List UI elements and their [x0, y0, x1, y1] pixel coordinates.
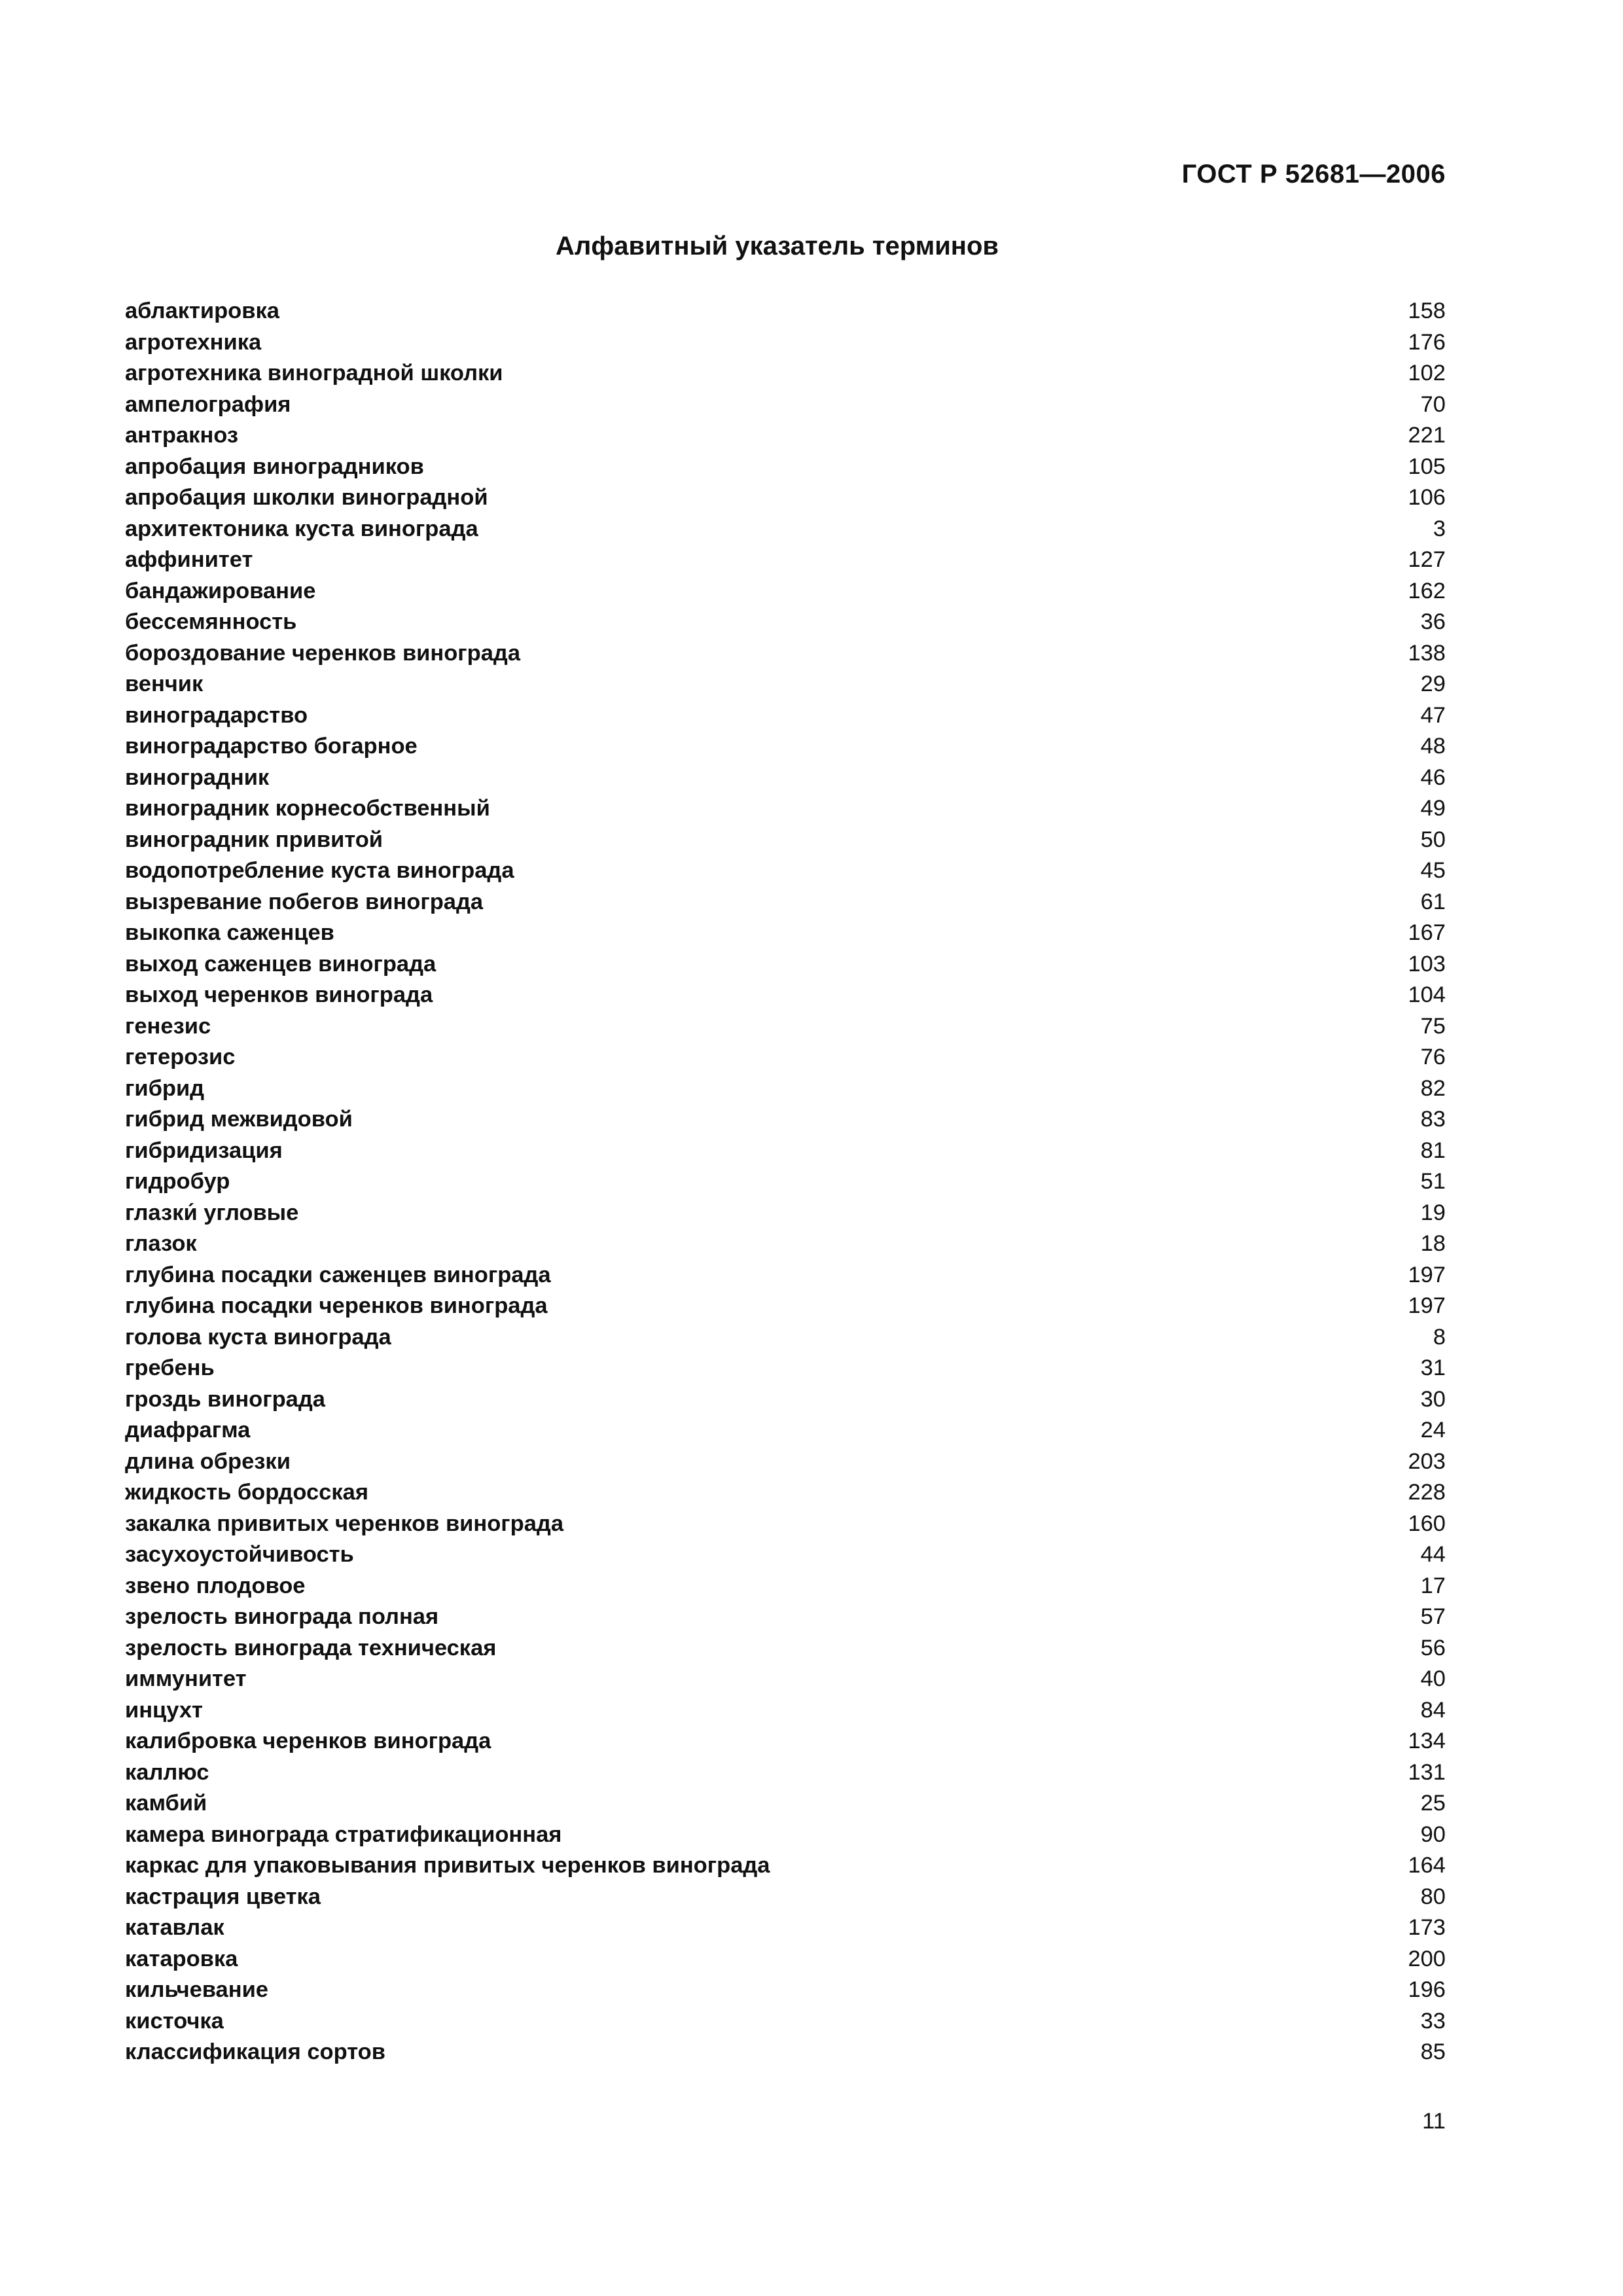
index-entry: [125, 1977, 1446, 2009]
index-term: засухоустойчивость: [125, 1542, 354, 1567]
index-entry: [125, 1138, 1446, 1170]
index-term: жидкость бордосская: [125, 1480, 368, 1505]
index-term-number: 48: [1420, 734, 1446, 759]
index-entry: [125, 1263, 1446, 1294]
index-term: виноградарство: [125, 702, 308, 728]
index-term: кастрация цветка: [125, 1884, 321, 1909]
index-term-number: 61: [1420, 889, 1446, 914]
index-term: каллюс: [125, 1759, 209, 1785]
index-term: апробация виноградников: [125, 454, 424, 479]
index-term: глубина посадки черенков винограда: [125, 1293, 548, 1318]
index-entry: [125, 1511, 1446, 1543]
index-term-number: 18: [1420, 1231, 1446, 1256]
index-entry: [125, 1355, 1446, 1387]
index-term: гибрид: [125, 1075, 205, 1101]
index-term: вызревание побегов винограда: [125, 889, 484, 914]
index-term-number: 160: [1408, 1511, 1446, 1536]
index-term-number: 50: [1420, 827, 1446, 852]
index-term: инцухт: [125, 1697, 203, 1723]
index-term: гроздь винограда: [125, 1386, 325, 1412]
index-term-number: 103: [1408, 951, 1446, 977]
index-term-number: 106: [1408, 485, 1446, 510]
index-term-number: 80: [1420, 1884, 1446, 1909]
index-term-number: 57: [1420, 1604, 1446, 1629]
index-term: камера винограда стратификационная: [125, 1821, 562, 1847]
index-term-number: 85: [1420, 2039, 1446, 2064]
document-code: ГОСТ Р 52681—2006: [1181, 160, 1446, 188]
index-entry: [125, 609, 1446, 641]
index-term-number: 76: [1420, 1045, 1446, 1069]
index-term: кисточка: [125, 2008, 224, 2034]
index-entry: [125, 579, 1446, 610]
index-term: гребень: [125, 1355, 215, 1380]
index-term-number: 8: [1433, 1324, 1446, 1350]
index-term-number: 221: [1408, 423, 1446, 448]
index-entry: [125, 952, 1446, 983]
index-term-number: 33: [1420, 2008, 1446, 2034]
index-term-number: 164: [1408, 1853, 1446, 1878]
index-term-number: 82: [1420, 1075, 1446, 1101]
index-entry: [125, 827, 1446, 859]
index-entry: [125, 392, 1446, 423]
index-term-number: 228: [1408, 1480, 1446, 1505]
index-term-number: 102: [1408, 361, 1446, 386]
index-entry: [125, 1884, 1446, 1916]
index-term-number: 200: [1408, 1946, 1446, 1971]
index-entry: [125, 2039, 1446, 2071]
index-term: каркас для упаковывания привитых черенков винограда: [125, 1853, 770, 1878]
index-entry: [125, 796, 1446, 827]
index-entry: [125, 1853, 1446, 1884]
index-entry: [125, 1729, 1446, 1760]
index-term: иммунитет: [125, 1666, 247, 1691]
index-entry: [125, 1573, 1446, 1605]
index-entry: [125, 454, 1446, 486]
index-term-number: 75: [1420, 1013, 1446, 1039]
index-entry: [125, 1231, 1446, 1263]
index-entry: [125, 858, 1446, 889]
index-term: зрелость винограда техническая: [125, 1635, 497, 1660]
index-term: зрелость винограда полная: [125, 1604, 439, 1629]
index-entry: [125, 423, 1446, 454]
index-term: аблактировка: [125, 298, 279, 323]
index-term-number: 44: [1420, 1542, 1446, 1567]
index-entry: [125, 1760, 1446, 1791]
index-term: виноградник: [125, 764, 270, 790]
index-term: аффинитет: [125, 547, 253, 572]
index-entry: [125, 1666, 1446, 1698]
index-term-number: 176: [1408, 329, 1446, 355]
term-index-list: [125, 298, 1446, 2071]
index-term: кильчевание: [125, 1977, 268, 2002]
index-term: бессемянность: [125, 609, 297, 634]
index-term: гибридизация: [125, 1138, 283, 1163]
index-entry: [125, 1169, 1446, 1200]
index-term: длина обрезки: [125, 1448, 291, 1474]
index-entry: [125, 298, 1446, 330]
index-term-number: 30: [1420, 1386, 1446, 1412]
index-entry: [125, 889, 1446, 921]
index-term-number: 49: [1420, 796, 1446, 821]
index-entry: [125, 1014, 1446, 1045]
index-term: звено плодовое: [125, 1573, 306, 1598]
index-term-number: 104: [1408, 982, 1446, 1007]
index-entry: [125, 1449, 1446, 1480]
index-term-number: 19: [1420, 1200, 1446, 1225]
index-term: генезис: [125, 1013, 211, 1039]
index-entry: [125, 703, 1446, 734]
index-entry: [125, 1946, 1446, 1978]
index-term: архитектоника куста винограда: [125, 516, 478, 541]
index-term-number: 84: [1420, 1697, 1446, 1723]
index-entry: [125, 641, 1446, 672]
index-entry: [125, 361, 1446, 392]
index-term: ампелография: [125, 391, 291, 417]
index-term: венчик: [125, 672, 204, 696]
index-entry: [125, 1915, 1446, 1946]
index-term-number: 45: [1420, 858, 1446, 883]
index-term: камбий: [125, 1791, 207, 1816]
index-term: выкопка саженцев: [125, 920, 334, 945]
index-term: гибрид межвидовой: [125, 1107, 353, 1132]
index-term: глазки́ угловые: [125, 1200, 299, 1225]
index-entry: [125, 1107, 1446, 1138]
index-term-number: 31: [1420, 1355, 1446, 1380]
index-term: выход черенков винограда: [125, 982, 433, 1007]
index-entry: [125, 1076, 1446, 1107]
index-term-number: 127: [1408, 547, 1446, 572]
index-term: агротехника: [125, 329, 262, 355]
index-term: бандажирование: [125, 578, 316, 603]
index-entry: [125, 1200, 1446, 1232]
index-term: гетерозис: [125, 1045, 236, 1069]
index-term-number: 162: [1408, 578, 1446, 603]
index-entry: [125, 734, 1446, 765]
index-term-number: 83: [1420, 1107, 1446, 1132]
index-term-number: 56: [1420, 1635, 1446, 1660]
index-term-number: 105: [1408, 454, 1446, 479]
index-term-number: 158: [1408, 298, 1446, 323]
index-term-number: 40: [1420, 1666, 1446, 1691]
page-number: 11: [1422, 2109, 1446, 2134]
index-term: виноградник корнесобственный: [125, 796, 490, 821]
index-term-number: 173: [1408, 1915, 1446, 1940]
index-entry: [125, 1636, 1446, 1667]
index-term-number: 196: [1408, 1977, 1446, 2002]
index-term-number: 81: [1420, 1138, 1446, 1163]
index-term-number: 70: [1420, 391, 1446, 417]
index-term: виноградник привитой: [125, 827, 383, 852]
index-term-number: 131: [1408, 1759, 1446, 1785]
index-entry: [125, 1387, 1446, 1418]
index-term-number: 138: [1408, 640, 1446, 666]
index-term-number: 51: [1420, 1169, 1446, 1194]
index-term-number: 46: [1420, 764, 1446, 790]
index-entry: [125, 516, 1446, 548]
index-entry: [125, 920, 1446, 952]
index-entry: [125, 1604, 1446, 1636]
index-entry: [125, 672, 1446, 703]
index-term-number: 24: [1420, 1418, 1446, 1443]
index-term-number: 90: [1420, 1821, 1446, 1847]
index-term-number: 25: [1420, 1791, 1446, 1816]
index-term-number: 134: [1408, 1729, 1446, 1753]
index-entry: [125, 1698, 1446, 1729]
index-entry: [125, 547, 1446, 579]
index-term: бороздование черенков винограда: [125, 640, 521, 666]
index-entry: [125, 1325, 1446, 1356]
index-term: глубина посадки саженцев винограда: [125, 1262, 551, 1287]
index-title: Алфавитный указатель терминов: [556, 232, 999, 260]
index-term-number: 3: [1433, 516, 1446, 541]
index-entry: [125, 330, 1446, 361]
index-term-number: 197: [1408, 1262, 1446, 1287]
index-term-number: 17: [1420, 1573, 1446, 1598]
index-term-number: 47: [1420, 702, 1446, 728]
index-term-number: 29: [1420, 672, 1446, 696]
index-entry: [125, 1542, 1446, 1573]
index-entry: [125, 1822, 1446, 1854]
index-entry: [125, 1791, 1446, 1822]
index-entry: [125, 1293, 1446, 1325]
index-term: катавлак: [125, 1915, 224, 1940]
index-entry: [125, 765, 1446, 797]
index-entry: [125, 1480, 1446, 1511]
index-term: закалка привитых черенков винограда: [125, 1511, 564, 1536]
index-entry: [125, 1045, 1446, 1076]
index-term: классификация сортов: [125, 2039, 385, 2064]
index-term: антракноз: [125, 423, 239, 448]
index-term-number: 167: [1408, 920, 1446, 945]
index-term: апробация школки виноградной: [125, 485, 488, 510]
index-term: голова куста винограда: [125, 1324, 391, 1350]
index-term: гидробур: [125, 1169, 230, 1194]
index-term: катаровка: [125, 1946, 238, 1971]
index-term: водопотребление куста винограда: [125, 858, 514, 883]
index-term: калибровка черенков винограда: [125, 1729, 491, 1753]
index-term-number: 203: [1408, 1448, 1446, 1474]
index-term-number: 197: [1408, 1293, 1446, 1318]
index-entry: [125, 2009, 1446, 2040]
index-term-number: 36: [1420, 609, 1446, 634]
index-entry: [125, 982, 1446, 1014]
index-term: глазок: [125, 1231, 197, 1256]
index-term: агротехника виноградной школки: [125, 361, 503, 386]
index-term: диафрагма: [125, 1418, 251, 1443]
index-term: выход саженцев винограда: [125, 951, 437, 977]
index-entry: [125, 485, 1446, 516]
index-term: виноградарство богарное: [125, 734, 418, 759]
index-entry: [125, 1418, 1446, 1449]
